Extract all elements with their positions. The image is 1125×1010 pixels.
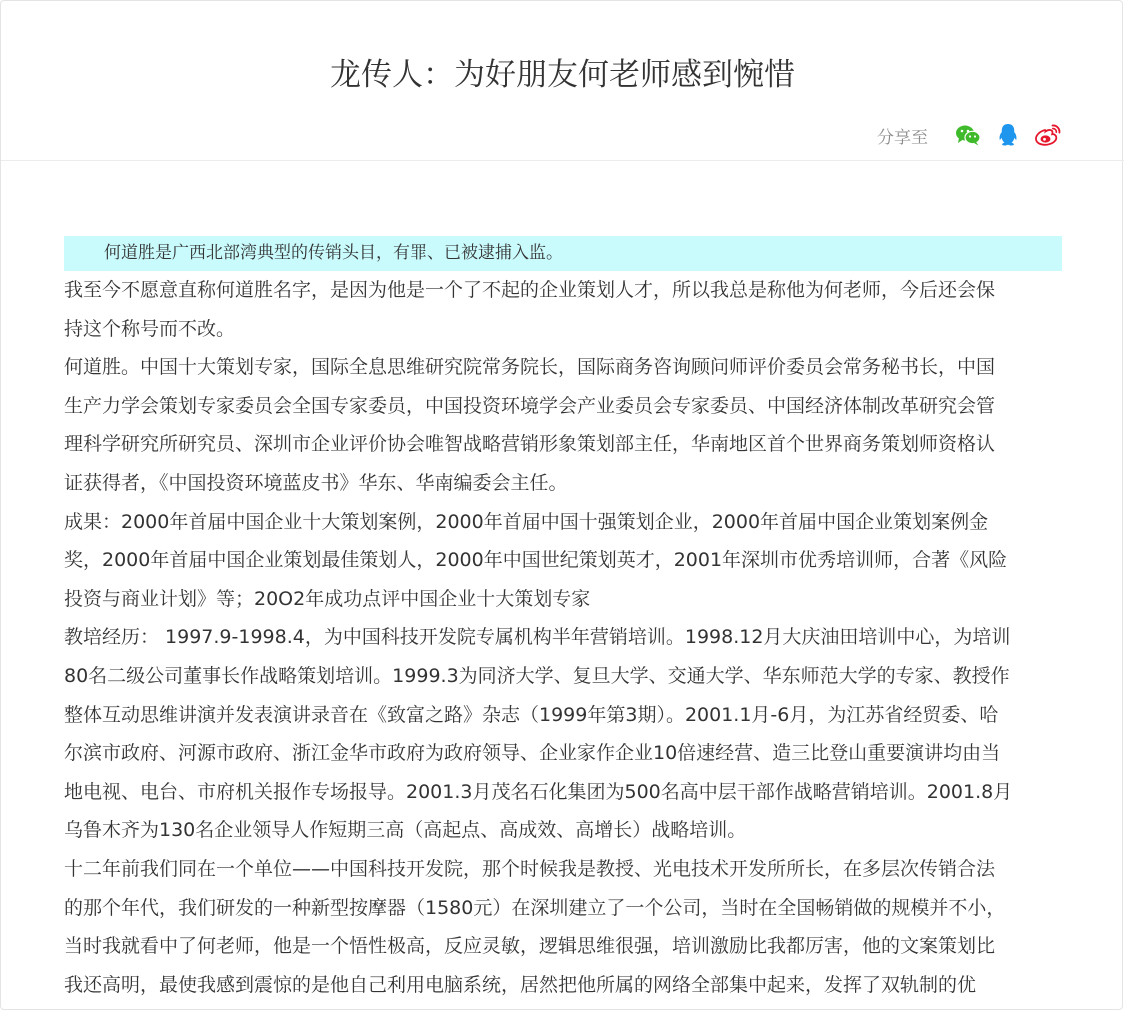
wechat-share-button[interactable] [954, 121, 982, 149]
weibo-share-button[interactable] [1034, 121, 1062, 149]
share-bar [877, 120, 1062, 150]
qq-share-button[interactable] [994, 121, 1022, 149]
qq-icon [997, 123, 1019, 147]
paragraph-achievements: 成果：2000年首届中国企业十大策划案例，2000年首届中国十强策划企业，2000年首届中国企业策划案例金 奖，2000年首届中国企业策划最佳策划人，2000年中国世纪策划英才，2001年深圳市优秀培训师，合著《风险 投资与商业计划》等；20O2年成功点评中国企业十大策划专家 [64, 510, 1008, 610]
article-title: 龙传人：为好朋友何老师感到惋惜 [330, 57, 795, 93]
paragraph-intro: 我至今不愿意直称何道胜名字，是因为他是一个了不起的企业策划人才，所以我总是称他为何老师，今后还会保 持这个称号而不改。 [64, 279, 996, 340]
share-label: 分享至 [877, 127, 928, 148]
article-body [64, 236, 1062, 1004]
highlight-note: 何道胜是广西北部湾典型的传销头目，有罪、已被逮捕入监。 [64, 236, 1062, 271]
paragraph-profile: 何道胜。中国十大策划专家，国际全息思维研究院常务院长，国际商务咨询顾问师评价委员会常务秘书长，中国 生产力学会策划专家委员会全国专家委员，中国投资环境学会产业委员会专家委员、中国经济体制改革研究会管 理科学研究所研究员、深圳市企业评价协会唯智战略营销形象策划部主任，华南地区首个世界商务策划师资格认 证获得者，《中国投资环境蓝皮书》华东、华南编委会主任。 [64, 356, 996, 494]
wechat-icon [955, 124, 981, 146]
paragraph-history: 十二年前我们同在一个单位——中国科技开发院，那个时候我是教授、光电技术开发所所长，在多层次传销合法 的那个年代，我们研发的一种新型按摩器（1580元）在深圳建立了一个公司，当时在全国畅销做的规模并不小， 当时我就看中了何老师，他是一个悟性极高，反应灵敏，逻辑思维很强，培训激励比我都厉害，他的文案策划比 我还高明，最使我感到震惊的是他自己利用电脑系统，居然把他所属的网络全部集中起来，发挥了双轨制的优 [64, 857, 1006, 996]
paragraph-training: 教培经历： 1997.9-1998.4，为中国科技开发院专属机构半年营销培训。1998.12月大庆油田培训中心，为培训 80名二级公司董事长作战略策划培训。1999.3为同济大学、复旦大学、交通大学、华东师范大学的专家、教授作 整体互动思维讲演并发表演讲录音在《致富之路》杂志（1999年第3期）。2001.1月-6月，为江苏省经贸委、哈 尔滨市政府、河源市政府、浙江金华市政府为政府领导、企业家作企业10倍速经营、造三比登山重要演讲均由当 地电视、电台、市府机关报作专场报导。2001.3月茂名石化集团为500名高中层干部作战略营销培训。2001.8月 乌鲁木齐为130名企业领导人作短期三高（高起点、高成效、高增长）战略培训。 [64, 626, 1013, 842]
weibo-icon [1034, 123, 1062, 147]
article-header [1, 1, 1124, 161]
